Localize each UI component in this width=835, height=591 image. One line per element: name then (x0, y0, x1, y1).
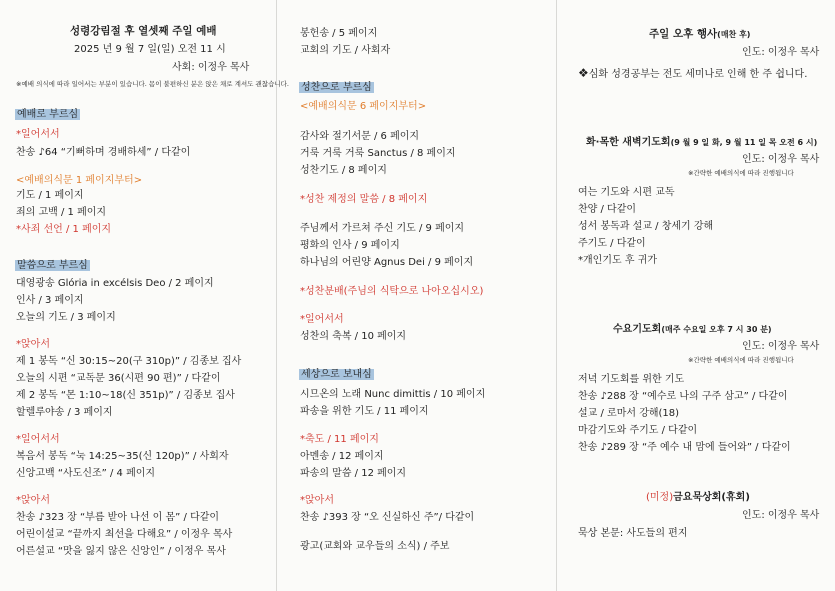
psalm-reading: 오늘의 시편 “교독문 36(시편 90 편)” / 다같이 (16, 373, 221, 384)
second-reading: 제 2 봉독 “몬 1:10~18(신 351p)” / 김종보 집사 (16, 390, 235, 401)
alleluia-item: 할렐루야송 / 3 페이지 (16, 407, 113, 418)
sit-instruction: *앉아서 (16, 339, 50, 350)
section-header-eucharist: 성찬으로 부르심 (301, 82, 372, 93)
afternoon-title: 주일 오후 행사(매찬 후) (649, 28, 751, 40)
distribution-item: *성찬분배(주님의 식탁으로 나아오십시오) (300, 286, 484, 297)
wednesday-prayer-title: 수요기도회(매주 수요일 오후 7 시 30 분) (613, 324, 772, 335)
thanks-preface-item: 감사와 절기서문 / 6 페이지 (300, 131, 420, 142)
gospel-reading: 복음서 봉독 “눅 14:25~35(신 120p)” / 사회자 (16, 451, 229, 462)
prayer-item: 기도 / 1 페이지 (16, 190, 84, 201)
wednesday-item-5: 찬송 ♪289 장 “주 예수 내 맘에 들어와” / 다같이 (578, 442, 791, 453)
first-reading: 제 1 봉독 “신 30:15~20(구 310p)” / 김종보 집사 (16, 356, 242, 367)
diamond-bullet-icon: ❖ (578, 66, 589, 80)
sending-prayer-item: 파송을 위한 기도 / 11 페이지 (300, 406, 429, 417)
friday-leader: 인도: 이정우 목사 (742, 510, 820, 521)
section-header-call-to-worship: 예배로 부르심 (17, 109, 79, 120)
lords-prayer-item: 주님께서 가르쳐 주신 기도 / 9 페이지 (300, 223, 465, 234)
stand-instruction-3: *일어서서 (300, 314, 344, 325)
eucharist-prayer-item: 성찬기도 / 8 페이지 (300, 165, 387, 176)
eucharist-blessing-item: 성찬의 축복 / 10 페이지 (300, 331, 407, 342)
hymn-64: 찬송 ♪64 “기뻐하며 경배하세” / 다같이 (16, 147, 191, 158)
wednesday-note: ※간략한 예배의식에 따라 진행됩니다 (688, 356, 794, 364)
creed-item: 신앙고백 “사도신조” / 4 페이지 (16, 468, 156, 479)
adult-sermon: 어른설교 “맛을 잃지 않은 신앙인” / 이정우 목사 (16, 546, 226, 557)
dawn-note: ※간략한 예배의식에 따라 진행됩니다 (688, 169, 794, 177)
sit-instruction-2: *앉아서 (16, 495, 50, 506)
section-header-sending: 세상으로 보내심 (301, 369, 372, 380)
service-officiant: 사회: 이정우 목사 (172, 62, 250, 73)
afternoon-note: ❖심화 성경공부는 전도 세미나로 인해 한 주 쉽니다. (578, 66, 808, 80)
bulletin-title: 성령강림절 후 열셋째 주일 예배 (70, 25, 217, 37)
nunc-dimittis-item: 시므온의 노래 Nunc dimittis / 10 페이지 (300, 389, 486, 400)
greeting-item: 인사 / 3 페이지 (16, 295, 84, 306)
hymn-393: 찬송 ♪393 장 “오 신실하신 주”/ 다같이 (300, 512, 475, 523)
children-sermon: 어린이설교 “끝까지 최선을 다해요” / 이정우 목사 (16, 529, 233, 540)
dawn-item-3: 성서 봉독과 설교 / 창세기 강해 (578, 221, 714, 232)
confession-item: 죄의 고백 / 1 페이지 (16, 207, 107, 218)
wednesday-item-3: 설교 / 로마서 강해(18) (578, 408, 680, 419)
dawn-item-2: 찬양 / 다같이 (578, 204, 637, 215)
wednesday-leader: 인도: 이정우 목사 (742, 341, 820, 352)
gloria-item: 대영광송 Glória in excélsis Deo / 2 페이지 (16, 278, 214, 289)
agnus-dei-item: 하나님의 어린양 Agnus Dei / 9 페이지 (300, 257, 474, 268)
liturgy-page-note: <예배의식문 1 페이지부터> (16, 175, 143, 186)
offertory-item: 봉헌송 / 5 페이지 (300, 28, 378, 39)
service-note: ※예배 의식에 따라 일어서는 부분이 있습니다. 몸이 불편하신 분은 앉은 채로 계셔도 괜찮습니다. (16, 80, 289, 88)
wednesday-item-1: 저녁 기도회를 위한 기도 (578, 374, 685, 385)
dawn-item-1: 여는 기도와 시편 교독 (578, 187, 675, 198)
wednesday-item-4: 마감기도와 주기도 / 다같이 (578, 425, 698, 436)
fold-line-right (556, 0, 557, 591)
sanctus-item: 거룩 거룩 거룩 Sanctus / 8 페이지 (300, 148, 456, 159)
wednesday-item-2: 찬송 ♪288 장 “예수로 나의 구주 삼고” / 다같이 (578, 391, 788, 402)
sit-instruction-3: *앉아서 (300, 495, 334, 506)
stand-instruction-2: *일어서서 (16, 434, 60, 445)
stand-instruction: *일어서서 (16, 129, 60, 140)
absolution-item: *사죄 선언 / 1 페이지 (16, 224, 112, 235)
friday-text: 묵상 본문: 사도들의 편지 (578, 528, 688, 539)
peace-item: 평화의 인사 / 9 페이지 (300, 240, 400, 251)
hymn-323: 찬송 ♪323 장 “부름 받아 나선 이 몸” / 다같이 (16, 512, 220, 523)
section-header-word: 말씀으로 부르심 (17, 260, 88, 271)
prayer-of-day-item: 오늘의 기도 / 3 페이지 (16, 312, 116, 323)
announcements-item: 광고(교회와 교우들의 소식) / 주보 (300, 541, 450, 552)
dawn-item-4: 주기도 / 다같이 (578, 238, 646, 249)
church-prayer-item: 교회의 기도 / 사회자 (300, 45, 391, 56)
afternoon-leader: 인도: 이정우 목사 (742, 47, 820, 58)
amen-item: 아멘송 / 12 페이지 (300, 451, 384, 462)
friday-meditation-title: (미정)금요묵상회(휴회) (646, 492, 750, 503)
dawn-leader: 인도: 이정우 목사 (742, 154, 820, 165)
dawn-item-5: *개인기도 후 귀가 (578, 255, 657, 266)
dismissal-item: 파송의 말씀 / 12 페이지 (300, 468, 407, 479)
dawn-prayer-title: 화·목한 새벽기도회(9 월 9 일 화, 9 월 11 일 목 오전 6 시) (586, 137, 818, 148)
liturgy-page-note-2: <예배의식문 6 페이지부터> (300, 101, 427, 112)
institution-words-item: *성찬 제정의 말씀 / 8 페이지 (300, 194, 428, 205)
benediction-item: *축도 / 11 페이지 (300, 434, 379, 445)
service-date: 2025 년 9 월 7 일(일) 오전 11 시 (74, 44, 226, 55)
